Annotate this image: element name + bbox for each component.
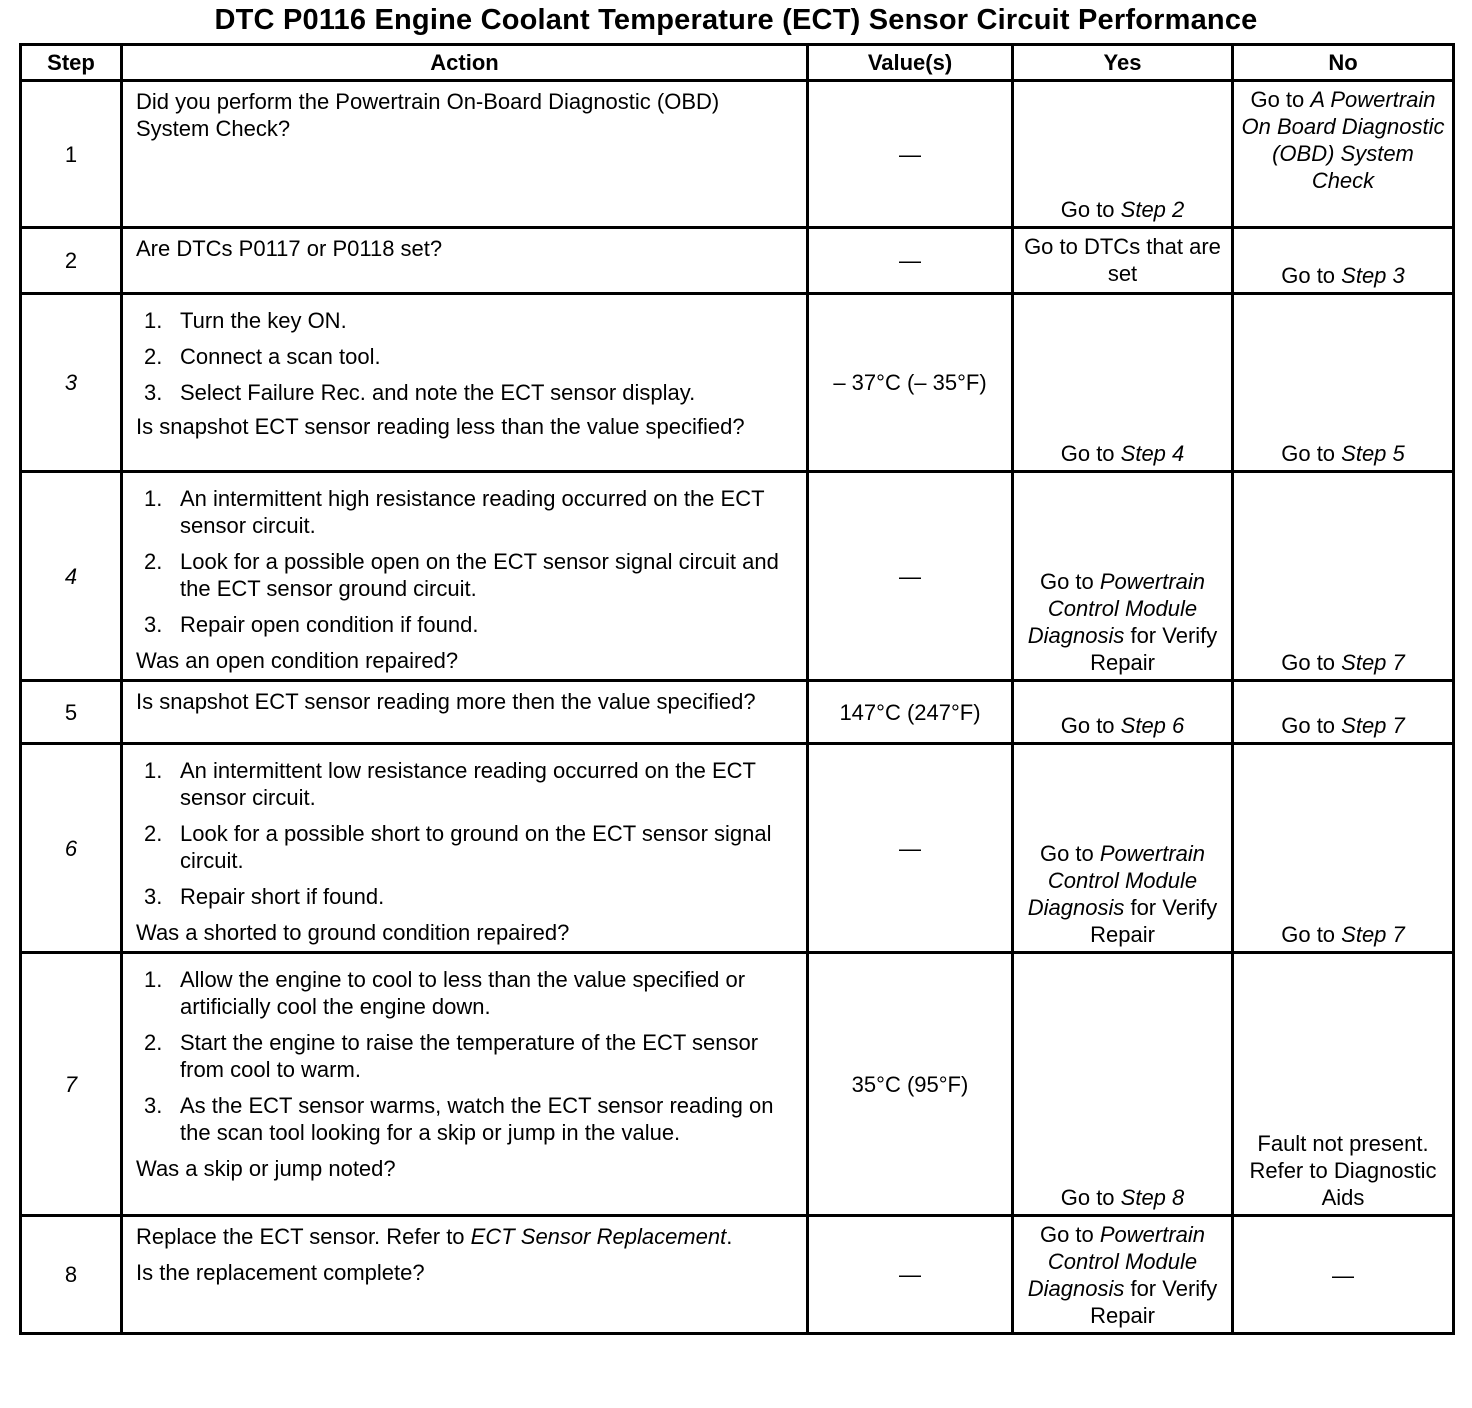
yes-cell[interactable]	[1013, 1216, 1233, 1334]
no-cell[interactable]	[1233, 744, 1454, 953]
yes-prefix: Go to	[1060, 441, 1121, 466]
yes-cell[interactable]	[1013, 681, 1233, 744]
value-cell: 35°C (95°F)	[808, 953, 1013, 1216]
header-yes: Yes	[1013, 45, 1233, 81]
table-row	[21, 81, 1454, 228]
yes-cell[interactable]	[1013, 744, 1233, 953]
sub-step-list	[136, 485, 796, 638]
sub-step-list	[136, 757, 796, 910]
yes-cell[interactable]	[1013, 81, 1233, 228]
sub-step: 3. Repair open condition if found.	[144, 612, 479, 637]
value-cell: 147°C (247°F)	[808, 681, 1013, 744]
sub-step: 2. Connect a scan tool.	[144, 344, 381, 369]
action-question: Was an open condition repaired?	[136, 648, 459, 673]
no-link[interactable]: A Powertrain On Board Diagnostic (OBD) System Check	[1241, 87, 1445, 193]
no-link[interactable]: Step 5	[1341, 441, 1405, 466]
sub-step: 1. An intermittent high resistance reading occurred on the ECT sensor circuit.	[144, 486, 765, 538]
sub-step-list	[136, 966, 796, 1146]
header-step: Step	[21, 45, 122, 81]
step-number: 4	[21, 472, 122, 681]
value-cell: —	[808, 228, 1013, 294]
yes-suffix: for Verify Repair	[1090, 895, 1218, 947]
value-cell: —	[808, 744, 1013, 953]
table-row	[21, 681, 1454, 744]
step-number: 1	[21, 81, 122, 228]
no-cell[interactable]	[1233, 294, 1454, 472]
sub-step: 2. Look for a possible open on the ECT sensor signal circuit and the ECT sensor ground circuit.	[144, 549, 779, 601]
sub-step-list	[136, 307, 796, 406]
no-prefix: Go to	[1281, 650, 1342, 675]
yes-link[interactable]: Powertrain Control Module Diagnosis	[1027, 1222, 1206, 1301]
action-question: Is snapshot ECT sensor reading more then the value specified?	[136, 689, 756, 714]
step-number: 6	[21, 744, 122, 953]
yes-cell[interactable]	[1013, 228, 1233, 294]
action-cell	[122, 1216, 808, 1334]
no-prefix: Go to	[1281, 441, 1342, 466]
table-row	[21, 1216, 1454, 1334]
no-prefix: Go to	[1281, 263, 1342, 288]
yes-suffix: for Verify Repair	[1090, 623, 1218, 675]
action-cell	[122, 81, 808, 228]
sub-step: 3. As the ECT sensor warms, watch the ECT sensor reading on the scan tool looking for a skip or jump in the value.	[144, 1093, 774, 1145]
yes-prefix: Go to	[1039, 841, 1100, 866]
yes-link[interactable]: Step 6	[1120, 713, 1185, 738]
no-prefix: Go to	[1281, 713, 1342, 738]
yes-link[interactable]: Step 2	[1120, 197, 1185, 222]
page-title: DTC P0116 Engine Coolant Temperature (ECT) Sensor Circuit Performance	[214, 4, 1258, 36]
step-number: 3	[21, 294, 122, 472]
value-cell: —	[808, 1216, 1013, 1334]
no-cell[interactable]	[1233, 472, 1454, 681]
no-link[interactable]: Step 3	[1341, 263, 1405, 288]
no-link[interactable]: Step 7	[1341, 922, 1405, 947]
action-cell	[122, 681, 808, 744]
yes-link[interactable]: Step 8	[1120, 1185, 1185, 1210]
action-question: Did you perform the Powertrain On-Board Diagnostic (OBD) System Check?	[136, 89, 720, 141]
value-cell: —	[808, 81, 1013, 228]
no-prefix: Go to	[1281, 922, 1342, 947]
sub-step: 2. Look for a possible short to ground on the ECT sensor signal circuit.	[144, 821, 772, 873]
step-number: 5	[21, 681, 122, 744]
no-cell[interactable]	[1233, 681, 1454, 744]
header-values: Value(s)	[808, 45, 1013, 81]
value-cell: —	[808, 472, 1013, 681]
yes-prefix: Go to	[1060, 1185, 1121, 1210]
yes-prefix: Go to	[1060, 713, 1121, 738]
yes-link[interactable]: Powertrain Control Module Diagnosis	[1027, 569, 1206, 648]
no-cell[interactable]	[1233, 81, 1454, 228]
action-question: Was a skip or jump noted?	[136, 1156, 396, 1181]
no-prefix: Go to	[1250, 87, 1311, 112]
yes-text[interactable]: Go to DTCs that are set	[1024, 234, 1221, 286]
action-prefix: Replace the ECT sensor. Refer to	[136, 1224, 471, 1249]
header-no: No	[1233, 45, 1454, 81]
step-number: 8	[21, 1216, 122, 1334]
yes-link[interactable]: Powertrain Control Module Diagnosis	[1027, 841, 1206, 920]
action-link[interactable]: ECT Sensor Replacement	[470, 1224, 727, 1249]
sub-step: 1. Turn the key ON.	[144, 308, 347, 333]
action-cell	[122, 744, 808, 953]
yes-link[interactable]: Step 4	[1120, 441, 1185, 466]
step-number: 2	[21, 228, 122, 294]
no-text[interactable]: Fault not present. Refer to Diagnostic Aids	[1249, 1131, 1437, 1210]
step-number: 7	[21, 953, 122, 1216]
yes-prefix: Go to	[1060, 197, 1121, 222]
no-link[interactable]: Step 7	[1341, 713, 1405, 738]
no-cell[interactable]	[1233, 228, 1454, 294]
sub-step: 3. Repair short if found.	[144, 884, 385, 909]
header-action: Action	[122, 45, 808, 81]
sub-step: 1. An intermittent low resistance reading occurred on the ECT sensor circuit.	[144, 758, 756, 810]
yes-cell[interactable]	[1013, 472, 1233, 681]
yes-cell[interactable]	[1013, 953, 1233, 1216]
sub-step: 1. Allow the engine to cool to less than the value specified or artificially cool the engine down.	[144, 967, 746, 1019]
table-row	[21, 472, 1454, 681]
no-cell[interactable]	[1233, 953, 1454, 1216]
yes-suffix: for Verify Repair	[1090, 1276, 1218, 1328]
action-cell	[122, 228, 808, 294]
action-question: Was a shorted to ground condition repaired?	[136, 920, 570, 945]
action-instruction	[136, 1223, 796, 1250]
action-suffix: .	[726, 1224, 733, 1249]
no-cell: —	[1233, 1216, 1454, 1334]
sub-step: 3. Select Failure Rec. and note the ECT sensor display.	[144, 380, 696, 405]
table-row	[21, 228, 1454, 294]
diagnostic-table	[19, 43, 1455, 1335]
yes-cell[interactable]	[1013, 294, 1233, 472]
action-cell	[122, 953, 808, 1216]
header-row	[21, 45, 1454, 81]
action-cell	[122, 294, 808, 472]
table-row	[21, 953, 1454, 1216]
no-link[interactable]: Step 7	[1341, 650, 1405, 675]
sub-step: 2. Start the engine to raise the temperature of the ECT sensor from cool to warm.	[144, 1030, 759, 1082]
action-question: Is snapshot ECT sensor reading less than the value specified?	[136, 414, 745, 439]
action-question: Are DTCs P0117 or P0118 set?	[136, 236, 443, 261]
table-row	[21, 294, 1454, 472]
yes-prefix: Go to	[1039, 569, 1100, 594]
action-question: Is the replacement complete?	[136, 1260, 425, 1285]
value-cell: – 37°C (– 35°F)	[808, 294, 1013, 472]
table-row	[21, 744, 1454, 953]
yes-prefix: Go to	[1039, 1222, 1100, 1247]
action-cell	[122, 472, 808, 681]
